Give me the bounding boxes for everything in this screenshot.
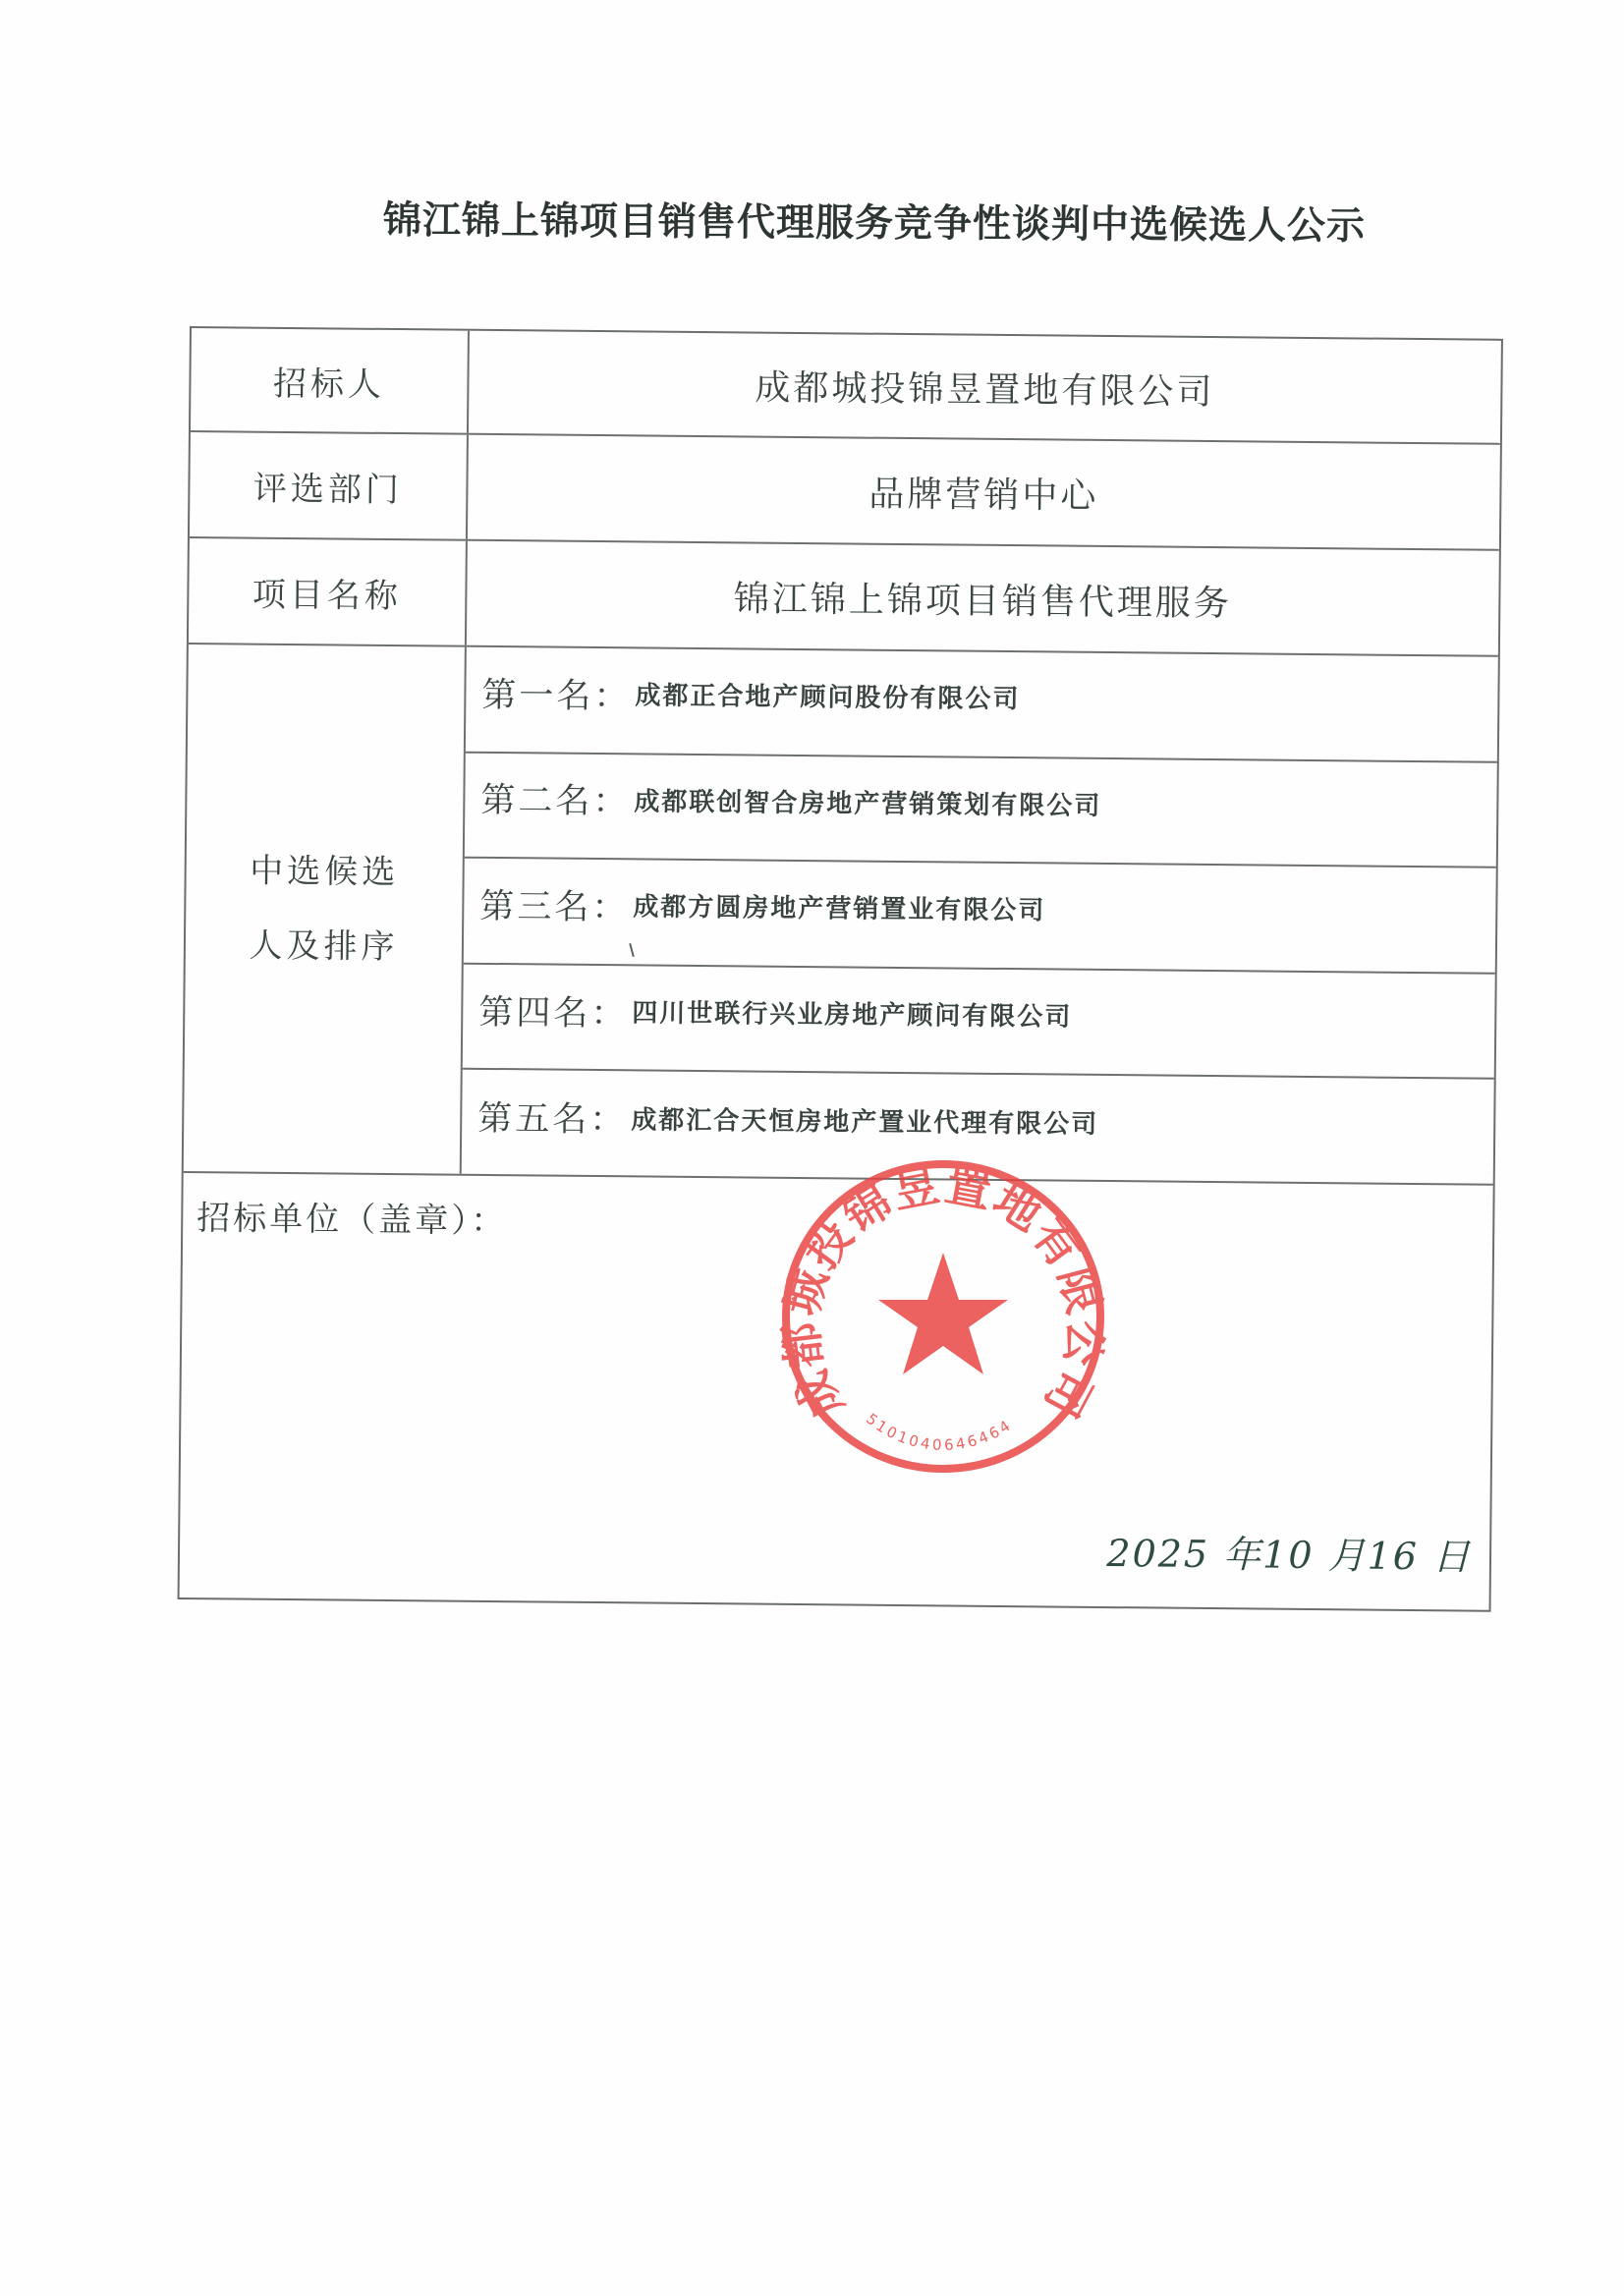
project-name-label: 项目名称 <box>189 538 468 645</box>
candidates-section <box>184 644 1498 1186</box>
candidate-rank: 第一名： <box>481 675 632 717</box>
candidates-label <box>184 644 467 1174</box>
candidate-list <box>462 647 1498 1184</box>
candidate-company: 成都方圆房地产营销置业有限公司 <box>633 892 1046 926</box>
company-seal-stamp <box>776 1154 1110 1484</box>
seal-company-text: 成都城投锦昱置地有限公司 <box>776 1157 1110 1428</box>
candidate-company: 成都联创智合房地产营销策划有限公司 <box>634 787 1102 821</box>
department-value: 品牌营销中心 <box>868 474 1099 517</box>
table-row-tenderer <box>191 328 1501 445</box>
candidate-rank: 第五名： <box>477 1099 628 1141</box>
seal-label: 招标单位（盖章）： <box>196 1199 508 1242</box>
candidates-label-line2: 人及排序 <box>249 925 399 968</box>
signature-date: 2025 年10 月16 日 <box>1106 1532 1473 1579</box>
project-name-value: 锦江锦上锦项目销售代理服务 <box>733 578 1233 624</box>
department-label: 评选部门 <box>190 432 469 539</box>
tenderer-value: 成都城投锦昱置地有限公司 <box>755 367 1215 413</box>
candidate-row-1 <box>466 647 1498 763</box>
table-row-department <box>190 432 1500 551</box>
candidate-rank: 第二名： <box>480 781 631 822</box>
candidate-company: 成都汇合天恒房地产置业代理有限公司 <box>631 1105 1099 1140</box>
candidate-company: 四川世联行兴业房地产顾问有限公司 <box>632 998 1073 1033</box>
table-row-project-name <box>189 538 1499 657</box>
candidates-label-line1: 中选候选 <box>249 851 400 893</box>
candidate-row-3 <box>464 859 1496 975</box>
seal-icon <box>776 1154 1110 1484</box>
tenderer-label: 招标人 <box>191 328 470 433</box>
seal-number-text: 5101040646464 <box>863 1410 1016 1455</box>
candidate-row-2 <box>465 753 1497 868</box>
candidate-row-4 <box>463 964 1495 1080</box>
svg-text:5101040646464 <box>863 1410 1016 1454</box>
candidate-rank: 第四名： <box>478 992 629 1034</box>
candidate-company: 成都正合地产顾问股份有限公司 <box>635 681 1021 715</box>
document-title: 锦江锦上锦项目销售代理服务竞争性谈判中选候选人公示 <box>382 197 1367 250</box>
candidate-rank: 第三名： <box>479 886 630 928</box>
